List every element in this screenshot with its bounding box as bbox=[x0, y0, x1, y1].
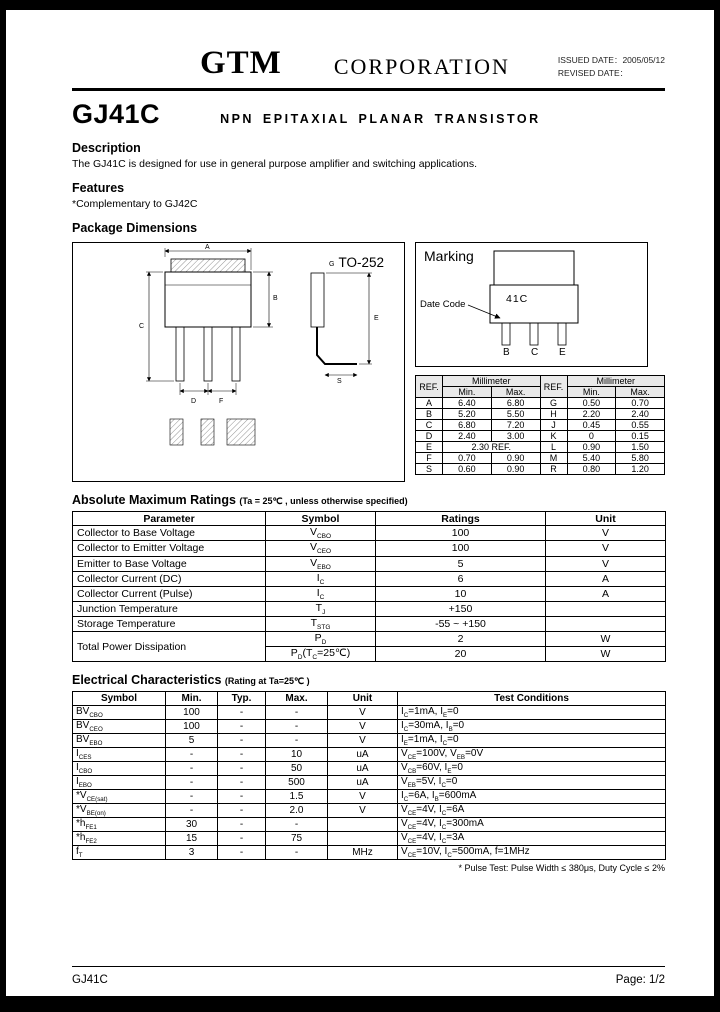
table-cell: F bbox=[416, 453, 443, 464]
table-cell: R bbox=[540, 464, 567, 475]
table-cell: - bbox=[166, 790, 218, 804]
lead-label-b: B bbox=[503, 347, 510, 359]
table-cell: V bbox=[546, 541, 666, 556]
corporation-label: CORPORATION bbox=[333, 54, 510, 80]
table-cell: 5 bbox=[166, 734, 218, 748]
table-row bbox=[73, 846, 666, 860]
table-cell: 100 bbox=[166, 720, 218, 734]
brand-logo: GTM bbox=[200, 45, 282, 82]
table-cell: uA bbox=[328, 748, 398, 762]
table-cell: - bbox=[218, 804, 266, 818]
table-cell: 100 bbox=[376, 541, 546, 556]
package-name-label: TO-252 bbox=[338, 255, 384, 271]
table-cell bbox=[546, 601, 666, 616]
elec-heading-text: Electrical Characteristics bbox=[72, 673, 222, 688]
table-cell: 100 bbox=[166, 706, 218, 720]
table-cell: - bbox=[218, 720, 266, 734]
table-cell: -55 ~ +150 bbox=[376, 616, 546, 631]
table-cell: - bbox=[218, 734, 266, 748]
table-cell: 2.40 bbox=[443, 431, 492, 442]
table-cell: K bbox=[540, 431, 567, 442]
column-header: Max. bbox=[491, 387, 540, 398]
table-cell: 5.40 bbox=[567, 453, 616, 464]
revised-date: REVISED DATE： bbox=[557, 68, 629, 79]
footer-page-number: Page: 1/2 bbox=[615, 974, 665, 986]
table-cell: $I_C$ bbox=[266, 571, 376, 586]
table-cell: 0.45 bbox=[567, 420, 616, 431]
datasheet-page bbox=[6, 10, 714, 996]
table-cell: - bbox=[166, 748, 218, 762]
table-cell: 0.90 bbox=[491, 464, 540, 475]
device-type-subtitle: NPN EPITAXIAL PLANAR TRANSISTOR bbox=[220, 111, 541, 126]
table-cell: $*V_{CE(sat)}$ bbox=[73, 790, 166, 804]
table-cell: L bbox=[540, 442, 567, 453]
table-cell: - bbox=[266, 846, 328, 860]
table-cell: A bbox=[416, 398, 443, 409]
dimension-ref-label: A bbox=[205, 244, 210, 252]
table-cell: A bbox=[546, 586, 666, 601]
table-cell: A bbox=[546, 571, 666, 586]
table-row bbox=[416, 431, 665, 442]
table-cell: $V_{CBO}$ bbox=[266, 526, 376, 541]
table-row bbox=[73, 818, 666, 832]
table-cell: 6.40 bbox=[443, 398, 492, 409]
table-cell: - bbox=[218, 706, 266, 720]
features-heading: Features bbox=[72, 181, 125, 196]
dimension-ref-label: S bbox=[337, 378, 342, 386]
table-cell: $V_{CE}=4V$, $I_C=300mA$ bbox=[398, 818, 666, 832]
table-cell bbox=[328, 818, 398, 832]
table-cell: 2 bbox=[376, 632, 546, 647]
table-cell: $P_D$ bbox=[266, 632, 376, 647]
table-cell: 30 bbox=[166, 818, 218, 832]
table-cell: - bbox=[166, 776, 218, 790]
dimension-ref-label: C bbox=[139, 323, 145, 331]
table-cell: 1.50 bbox=[616, 442, 665, 453]
abs-max-table-header bbox=[73, 512, 666, 526]
column-header: Max. bbox=[616, 387, 665, 398]
lead-label-e: E bbox=[559, 347, 566, 359]
table-cell bbox=[328, 832, 398, 846]
column-header: Symbol bbox=[73, 692, 166, 706]
table-cell: $V_{CE}=4V$, $I_C=3A$ bbox=[398, 832, 666, 846]
elec-table-header bbox=[73, 692, 666, 706]
table-cell: Collector Current (Pulse) bbox=[73, 586, 266, 601]
table-row bbox=[73, 541, 666, 556]
table-row bbox=[73, 706, 666, 720]
table-cell: $*V_{BE(on)}$ bbox=[73, 804, 166, 818]
dimension-table-header bbox=[416, 376, 665, 398]
table-cell: 3 bbox=[166, 846, 218, 860]
abs-max-section bbox=[72, 493, 665, 662]
table-row bbox=[73, 601, 666, 616]
table-cell: 5 bbox=[376, 556, 546, 571]
table-cell: - bbox=[266, 818, 328, 832]
table-cell: B bbox=[416, 409, 443, 420]
table-cell: $I_{CBO}$ bbox=[73, 762, 166, 776]
table-row bbox=[73, 832, 666, 846]
table-row bbox=[73, 804, 666, 818]
marking-title: Marking bbox=[424, 248, 474, 265]
table-cell: M bbox=[540, 453, 567, 464]
table-cell: Junction Temperature bbox=[73, 601, 266, 616]
table-cell: 500 bbox=[266, 776, 328, 790]
table-cell: 6 bbox=[376, 571, 546, 586]
package-section bbox=[72, 221, 665, 482]
elec-table-body bbox=[73, 706, 666, 860]
date-code-label: Date Code bbox=[420, 299, 466, 311]
table-cell: $*h_{FE1}$ bbox=[73, 818, 166, 832]
table-cell: 0.55 bbox=[616, 420, 665, 431]
table-cell: 3.00 bbox=[491, 431, 540, 442]
column-header: Max. bbox=[266, 692, 328, 706]
table-row bbox=[73, 734, 666, 748]
column-header: Ratings bbox=[376, 512, 546, 526]
elec-table bbox=[72, 691, 666, 860]
table-cell: $f_T$ bbox=[73, 846, 166, 860]
column-header: REF. bbox=[416, 376, 443, 398]
column-header: Test Conditions bbox=[398, 692, 666, 706]
table-cell: 5.20 bbox=[443, 409, 492, 420]
elec-condition-note: (Rating at Ta=25℃ ) bbox=[224, 676, 310, 687]
table-cell: 0.70 bbox=[616, 398, 665, 409]
table-cell: $V_{EBO}$ bbox=[266, 556, 376, 571]
table-cell: $T_{STG}$ bbox=[266, 616, 376, 631]
table-cell: Storage Temperature bbox=[73, 616, 266, 631]
lead-label-c: C bbox=[531, 347, 539, 359]
table-cell: - bbox=[218, 832, 266, 846]
table-row bbox=[416, 464, 665, 475]
table-cell: - bbox=[218, 846, 266, 860]
table-cell: $T_J$ bbox=[266, 601, 376, 616]
document-header bbox=[72, 10, 665, 91]
table-cell: 6.80 bbox=[443, 420, 492, 431]
table-cell: $I_C=30mA$, $I_B=0$ bbox=[398, 720, 666, 734]
table-cell: 0.50 bbox=[567, 398, 616, 409]
table-cell: $P_D(T_C=25℃)$ bbox=[266, 647, 376, 662]
table-cell: 2.20 bbox=[567, 409, 616, 420]
table-cell: - bbox=[218, 790, 266, 804]
table-cell: $I_E=1mA$, $I_C=0$ bbox=[398, 734, 666, 748]
table-cell: - bbox=[218, 748, 266, 762]
table-cell: W bbox=[546, 647, 666, 662]
table-cell: 0.90 bbox=[567, 442, 616, 453]
dimension-ref-label: E bbox=[374, 315, 379, 323]
table-cell: 5.50 bbox=[491, 409, 540, 420]
table-cell: - bbox=[218, 818, 266, 832]
column-header: Min. bbox=[166, 692, 218, 706]
date-block bbox=[558, 38, 665, 80]
table-cell: G bbox=[540, 398, 567, 409]
table-cell: V bbox=[328, 734, 398, 748]
table-cell: 1.5 bbox=[266, 790, 328, 804]
table-cell: 75 bbox=[266, 832, 328, 846]
issued-date: ISSUED DATE：2005/05/12 bbox=[557, 55, 665, 65]
table-cell: Collector Current (DC) bbox=[73, 571, 266, 586]
dimension-ref-label: G bbox=[329, 261, 335, 269]
abs-max-heading-text: Absolute Maximum Ratings bbox=[72, 493, 236, 508]
table-cell: $I_{CES}$ bbox=[73, 748, 166, 762]
table-cell: 10 bbox=[266, 748, 328, 762]
table-cell: MHz bbox=[328, 846, 398, 860]
table-cell: J bbox=[540, 420, 567, 431]
abs-max-condition-note: (Ta = 25℃ , unless otherwise specified) bbox=[239, 496, 408, 507]
table-row bbox=[73, 526, 666, 541]
elec-section bbox=[72, 673, 665, 873]
marking-box bbox=[415, 242, 648, 367]
column-header: Unit bbox=[328, 692, 398, 706]
table-cell: - bbox=[166, 804, 218, 818]
table-cell: V bbox=[328, 790, 398, 804]
table-cell: Collector to Base Voltage bbox=[73, 526, 266, 541]
table-cell: 0.80 bbox=[567, 464, 616, 475]
table-row bbox=[73, 556, 666, 571]
marking-code: 41C bbox=[506, 293, 529, 306]
table-cell: 100 bbox=[376, 526, 546, 541]
table-cell: 0.15 bbox=[616, 431, 665, 442]
table-cell: 10 bbox=[376, 586, 546, 601]
table-cell: 0.90 bbox=[491, 453, 540, 464]
table-row bbox=[73, 616, 666, 631]
table-cell: $BV_{CEO}$ bbox=[73, 720, 166, 734]
table-cell: S bbox=[416, 464, 443, 475]
table-cell: $V_{EB}=5V$, $I_C=0$ bbox=[398, 776, 666, 790]
dimension-ref-label: D bbox=[191, 398, 197, 406]
table-cell: H bbox=[540, 409, 567, 420]
table-cell: - bbox=[218, 762, 266, 776]
column-header: Typ. bbox=[218, 692, 266, 706]
table-cell: Collector to Emitter Voltage bbox=[73, 541, 266, 556]
table-cell: Emitter to Base Voltage bbox=[73, 556, 266, 571]
page-footer bbox=[72, 966, 665, 986]
table-cell: uA bbox=[328, 762, 398, 776]
abs-max-heading bbox=[72, 493, 665, 507]
table-cell: - bbox=[166, 762, 218, 776]
table-cell: 2.40 bbox=[616, 409, 665, 420]
table-row bbox=[73, 571, 666, 586]
table-cell: 6.80 bbox=[491, 398, 540, 409]
table-cell: $*h_{FE2}$ bbox=[73, 832, 166, 846]
description-section bbox=[72, 141, 665, 170]
table-cell: 2.0 bbox=[266, 804, 328, 818]
part-number: GJ41C bbox=[72, 99, 161, 130]
table-cell: $V_{CEO}$ bbox=[266, 541, 376, 556]
package-outline-drawing bbox=[73, 243, 406, 483]
table-cell: 20 bbox=[376, 647, 546, 662]
table-cell: $I_C=1mA$, $I_E=0$ bbox=[398, 706, 666, 720]
table-cell: 1.20 bbox=[616, 464, 665, 475]
table-row bbox=[73, 776, 666, 790]
table-cell: $V_{CE}=10V$, $I_C=500mA$, f=1MHz bbox=[398, 846, 666, 860]
table-cell: uA bbox=[328, 776, 398, 790]
table-cell: $V_{CE}=4V$, $I_C=6A$ bbox=[398, 804, 666, 818]
abs-max-table bbox=[72, 511, 666, 662]
table-cell: Total Power Dissipation bbox=[73, 632, 266, 662]
table-cell: 0 bbox=[567, 431, 616, 442]
table-cell: 7.20 bbox=[491, 420, 540, 431]
package-heading: Package Dimensions bbox=[72, 221, 198, 236]
table-row bbox=[73, 762, 666, 776]
description-text: The GJ41C is designed for use in general purpose amplifier and switching applications. bbox=[72, 158, 478, 171]
table-row bbox=[416, 420, 665, 431]
footer-part-number: GJ41C bbox=[72, 974, 108, 986]
table-cell: 5.80 bbox=[616, 453, 665, 464]
table-cell: D bbox=[416, 431, 443, 442]
column-header: Millimeter bbox=[567, 376, 665, 387]
table-cell: $BV_{EBO}$ bbox=[73, 734, 166, 748]
table-row bbox=[416, 442, 665, 453]
dimension-ref-label: F bbox=[219, 398, 224, 406]
package-row bbox=[72, 242, 665, 482]
table-cell: $I_C=6A$, $I_B=600mA$ bbox=[398, 790, 666, 804]
table-cell: - bbox=[266, 720, 328, 734]
dimension-table bbox=[415, 375, 665, 475]
table-row bbox=[416, 398, 665, 409]
table-cell: $I_C$ bbox=[266, 586, 376, 601]
table-cell: 2.30 REF. bbox=[443, 442, 541, 453]
title-row bbox=[72, 99, 665, 130]
table-cell: E bbox=[416, 442, 443, 453]
abs-max-table-body bbox=[73, 526, 666, 662]
table-cell: 15 bbox=[166, 832, 218, 846]
table-cell: V bbox=[328, 804, 398, 818]
table-cell: $V_{CE}=100V$, $V_{EB}=0V$ bbox=[398, 748, 666, 762]
table-row bbox=[73, 632, 666, 647]
table-row bbox=[73, 720, 666, 734]
table-row bbox=[73, 790, 666, 804]
table-row bbox=[73, 586, 666, 601]
table-cell: +150 bbox=[376, 601, 546, 616]
table-row bbox=[416, 409, 665, 420]
dimension-table-body bbox=[416, 398, 665, 475]
package-right-column bbox=[415, 242, 665, 482]
features-section bbox=[72, 181, 665, 210]
table-row bbox=[416, 453, 665, 464]
table-cell: C bbox=[416, 420, 443, 431]
table-cell: V bbox=[328, 720, 398, 734]
table-cell: W bbox=[546, 632, 666, 647]
table-cell: - bbox=[266, 734, 328, 748]
column-header: Unit bbox=[546, 512, 666, 526]
feature-item: *Complementary to GJ42C bbox=[72, 198, 198, 211]
pulse-test-footnote: * Pulse Test: Pulse Width ≤ 380μs, Duty Cycle ≤ 2% bbox=[458, 863, 665, 874]
elec-heading bbox=[72, 673, 665, 687]
column-header: Min. bbox=[567, 387, 616, 398]
table-cell: $V_{CB}=60V$, $I_E=0$ bbox=[398, 762, 666, 776]
table-cell: 0.60 bbox=[443, 464, 492, 475]
package-drawing bbox=[72, 242, 405, 482]
table-cell: 0.70 bbox=[443, 453, 492, 464]
dimension-ref-label: B bbox=[273, 295, 278, 303]
table-cell: $BV_{CBO}$ bbox=[73, 706, 166, 720]
table-row bbox=[73, 748, 666, 762]
table-cell: V bbox=[546, 556, 666, 571]
column-header: Min. bbox=[443, 387, 492, 398]
table-cell: - bbox=[218, 776, 266, 790]
table-cell: V bbox=[546, 526, 666, 541]
table-cell: 50 bbox=[266, 762, 328, 776]
table-cell bbox=[546, 616, 666, 631]
table-cell: - bbox=[266, 706, 328, 720]
column-header: Millimeter bbox=[443, 376, 541, 387]
column-header: Symbol bbox=[266, 512, 376, 526]
table-cell: $I_{EBO}$ bbox=[73, 776, 166, 790]
column-header: REF. bbox=[540, 376, 567, 398]
table-cell: V bbox=[328, 706, 398, 720]
description-heading: Description bbox=[72, 141, 141, 156]
column-header: Parameter bbox=[73, 512, 266, 526]
